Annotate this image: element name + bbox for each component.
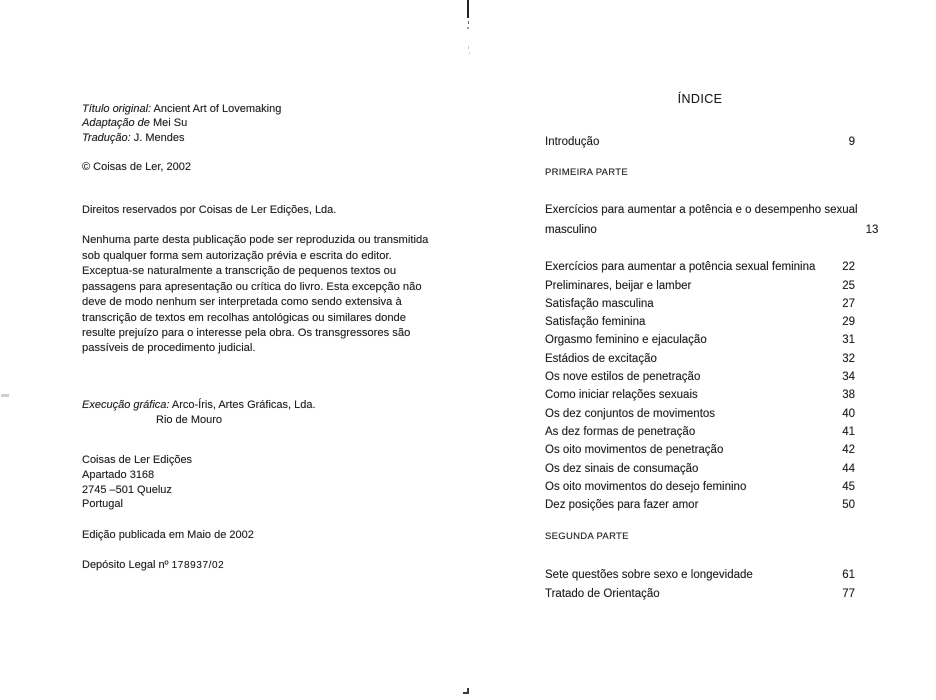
toc-entry bbox=[545, 441, 855, 459]
toc-entry-label: Satisfação masculina bbox=[545, 297, 654, 310]
deposit-number: 178937/02 bbox=[171, 560, 225, 571]
toc-entry bbox=[545, 566, 855, 584]
fold-mark-dot bbox=[469, 52, 470, 54]
toc-entry-label: Sete questões sobre sexo e longevidade bbox=[545, 569, 753, 582]
toc-entry-label: Os oito movimentos de penetração bbox=[545, 444, 724, 457]
toc-entry-page: 38 bbox=[842, 389, 855, 402]
credit-label: Título original: bbox=[82, 103, 152, 115]
credit-line bbox=[82, 131, 492, 145]
toc-entry-page: 13 bbox=[865, 223, 879, 236]
toc-entry bbox=[545, 585, 855, 603]
toc-entry bbox=[545, 350, 855, 368]
credit-value: Ancient Art of Lovemaking bbox=[153, 103, 282, 115]
toc-entry-label: Os oito movimentos do desejo feminino bbox=[545, 480, 747, 493]
toc-entry-page: 29 bbox=[842, 316, 855, 329]
execution-city: Rio de Mouro bbox=[156, 413, 223, 426]
address-line: 2745 –501 Queluz bbox=[82, 483, 172, 496]
fold-mark-dot bbox=[468, 46, 469, 49]
execution-block bbox=[82, 398, 492, 428]
toc-entry-page: 9 bbox=[848, 136, 855, 148]
address-line: Coisas de Ler Edições bbox=[82, 454, 193, 467]
toc-entry-page: 77 bbox=[842, 587, 855, 600]
legal-deposit-line bbox=[82, 558, 492, 573]
toc-entry-page: 61 bbox=[842, 569, 855, 582]
toc-title: ÍNDICE bbox=[677, 92, 723, 106]
address-line: Portugal bbox=[82, 498, 123, 511]
credit-label: Tradução: bbox=[82, 131, 131, 144]
toc-entry bbox=[545, 331, 855, 349]
paragraph-line: Exceptua-se naturalmente a transcrição de pequenos textos ou bbox=[82, 265, 397, 278]
execution-label: Execução gráfica: bbox=[82, 398, 170, 411]
rights-reserved-line: Direitos reservados por Coisas de Ler Edições, Lda. bbox=[82, 204, 337, 217]
edition-line: Edição publicada em Maio de 2002 bbox=[82, 528, 254, 541]
publisher-address bbox=[82, 453, 492, 511]
paragraph-line: resulte prejuízo para o interesse pela obra. Os transgressores são bbox=[82, 326, 411, 339]
address-line: Apartado 3168 bbox=[82, 468, 155, 481]
toc-entry-page: 50 bbox=[842, 499, 855, 512]
credit-line bbox=[82, 116, 492, 130]
credit-label: Adaptação de bbox=[82, 117, 150, 130]
execution-value: Arco-Íris, Artes Gráficas, Lda. bbox=[171, 398, 316, 411]
toc-entry-page: 31 bbox=[842, 334, 855, 347]
toc-entry-label-line: masculino bbox=[545, 223, 597, 236]
toc-entry-label: Tratado de Orientação bbox=[545, 587, 660, 600]
fold-mark bbox=[467, 0, 469, 18]
toc-entry-label: Os dez conjuntos de movimentos bbox=[545, 407, 716, 420]
part-heading: SEGUNDA PARTE bbox=[545, 531, 629, 543]
toc-entry bbox=[545, 423, 855, 441]
copyright-page bbox=[82, 102, 492, 573]
fold-mark-dot bbox=[467, 27, 469, 29]
toc-entry bbox=[545, 460, 855, 478]
toc-entry-page: 34 bbox=[842, 371, 855, 384]
paragraph-line: Nenhuma parte desta publicação pode ser reproduzida ou transmitida bbox=[82, 234, 429, 247]
part-heading: PRIMEIRA PARTE bbox=[545, 167, 629, 179]
paragraph-line: deve de modo nenhum ser interpretada como sendo extensiva à bbox=[82, 296, 402, 309]
toc-entry bbox=[545, 496, 855, 514]
toc-entry-label: Orgasmo feminino e ejaculação bbox=[545, 334, 707, 347]
credits-block bbox=[82, 102, 492, 145]
toc-entry bbox=[545, 368, 855, 386]
deposit-label: Depósito Legal nº bbox=[82, 559, 172, 571]
toc-entry-label-line: Exercícios para aumentar a potência e o desempenho sexual bbox=[545, 204, 858, 217]
toc-entry bbox=[545, 386, 855, 404]
execution-line bbox=[82, 398, 492, 413]
toc-entry bbox=[545, 295, 855, 313]
toc-entry bbox=[545, 478, 855, 496]
toc-entry-label: Dez posições para fazer amor bbox=[545, 499, 699, 512]
toc-entry-label: Como iniciar relações sexuais bbox=[545, 389, 698, 402]
toc-entry-page: 42 bbox=[842, 444, 855, 457]
toc-entry-label: Introdução bbox=[545, 136, 600, 148]
fold-mark-dot bbox=[468, 21, 469, 24]
toc-entry-label: Os nove estilos de penetração bbox=[545, 371, 701, 384]
toc-entry bbox=[545, 133, 855, 151]
toc-entry-page: 44 bbox=[842, 462, 855, 475]
paragraph-line: sob qualquer forma sem autorização prévia e escrita do editor. bbox=[82, 249, 392, 262]
toc-entry bbox=[545, 313, 855, 331]
toc-entry-label: As dez formas de penetração bbox=[545, 425, 696, 438]
toc-entry bbox=[545, 201, 879, 240]
toc-entry-label: Estádios de excitação bbox=[545, 352, 657, 365]
credit-value: Mei Su bbox=[152, 117, 188, 130]
toc-entry-page: 40 bbox=[842, 407, 855, 420]
rights-paragraph bbox=[82, 233, 492, 356]
toc-page bbox=[545, 92, 879, 603]
toc-entry-page: 32 bbox=[842, 352, 855, 365]
toc-entry-page: 45 bbox=[842, 480, 855, 493]
credit-value: J. Mendes bbox=[133, 131, 185, 144]
toc-entry-page: 25 bbox=[842, 279, 855, 292]
toc-entry-label bbox=[545, 201, 858, 240]
toc-entry-page: 41 bbox=[842, 425, 855, 438]
toc-entry-label: Exercícios para aumentar a potência sexual feminina bbox=[545, 261, 816, 274]
toc-entry bbox=[545, 258, 855, 276]
toc-entry bbox=[545, 405, 855, 423]
credit-line bbox=[82, 102, 492, 116]
toc-parts bbox=[545, 167, 879, 603]
toc-entry-page: 27 bbox=[842, 297, 855, 310]
edge-smudge bbox=[1, 394, 9, 397]
toc-entry-label: Os dez sinais de consumação bbox=[545, 462, 699, 475]
paragraph-line: transcrição de textos em recolhas antológicas ou similares donde bbox=[82, 311, 406, 324]
toc-entry-page: 22 bbox=[842, 261, 855, 274]
copyright-line: © Coisas de Ler, 2002 bbox=[82, 160, 192, 173]
toc-entry-label: Preliminares, beijar e lamber bbox=[545, 279, 692, 292]
paragraph-line: passagens para apresentação ou crítica do livro. Esta excepção não bbox=[82, 280, 422, 293]
toc-entry bbox=[545, 277, 855, 295]
paragraph-line: passíveis de procedimento judicial. bbox=[82, 342, 256, 355]
bottom-scan-mark bbox=[463, 692, 468, 694]
toc-entry-label: Satisfação feminina bbox=[545, 316, 646, 329]
